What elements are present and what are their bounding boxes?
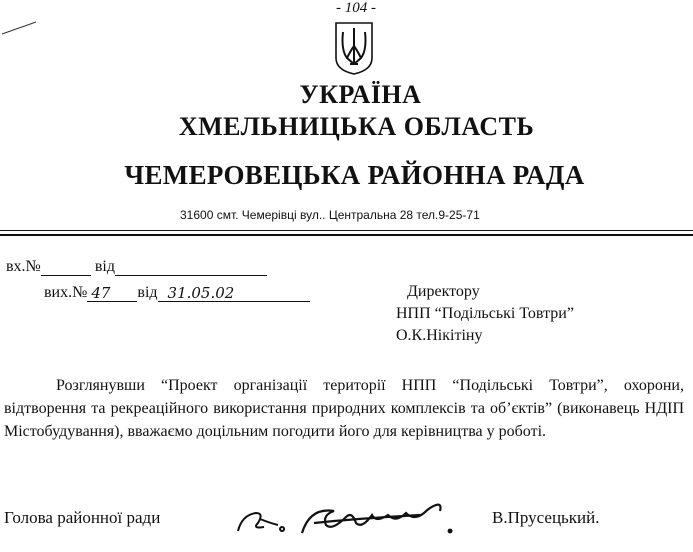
divider-thick	[0, 234, 693, 236]
incoming-from-label: від	[94, 258, 115, 275]
outgoing-date-line	[158, 285, 310, 302]
addressee-org: НПП “Подільські Товтри”	[396, 305, 574, 322]
outgoing-date: 31.05.02	[167, 284, 235, 302]
margin-pen-mark	[0, 18, 40, 38]
incoming-date-line	[115, 259, 267, 276]
header-country: УКРАЇНА	[299, 80, 422, 109]
header-council: ЧЕМЕРОВЕЦЬКА РАЙОННА РАДА	[124, 160, 585, 190]
divider-thin	[0, 230, 693, 231]
addressee-title: Директору	[407, 283, 480, 300]
outgoing-label: вих.№	[44, 284, 88, 301]
body-paragraph: Розглянувши “Проект організації території НПП “Подільські Товтри”, охорони, відтворення та рекреаційного використання природних комплексів та об’єктів” (виконавець НДІП Містобудування), вважаємо доцільним погодити його для керівництва у роботі.	[4, 377, 684, 440]
header-address: 31600 смт. Чемерівці вул.. Центральна 28 тел.9-25-71	[180, 208, 480, 222]
outgoing-number: 47	[91, 284, 111, 302]
outgoing-from-label: від	[137, 284, 158, 301]
incoming-ref	[6, 258, 267, 276]
incoming-label: вх.№	[6, 258, 41, 275]
signature-position: Голова районної ради	[4, 508, 161, 527]
outgoing-number-line	[87, 285, 137, 302]
trident-emblem	[333, 20, 375, 76]
page-number: - 104 -	[336, 0, 376, 16]
addressee-name: О.К.Нікітіну	[396, 327, 483, 344]
handwritten-signature	[230, 493, 470, 538]
signatory-name: В.Прусецький.	[492, 508, 600, 527]
outgoing-ref	[44, 284, 310, 302]
incoming-number-line	[41, 259, 91, 276]
header-region: ХМЕЛЬНИЦЬКА ОБЛАСТЬ	[178, 112, 535, 141]
